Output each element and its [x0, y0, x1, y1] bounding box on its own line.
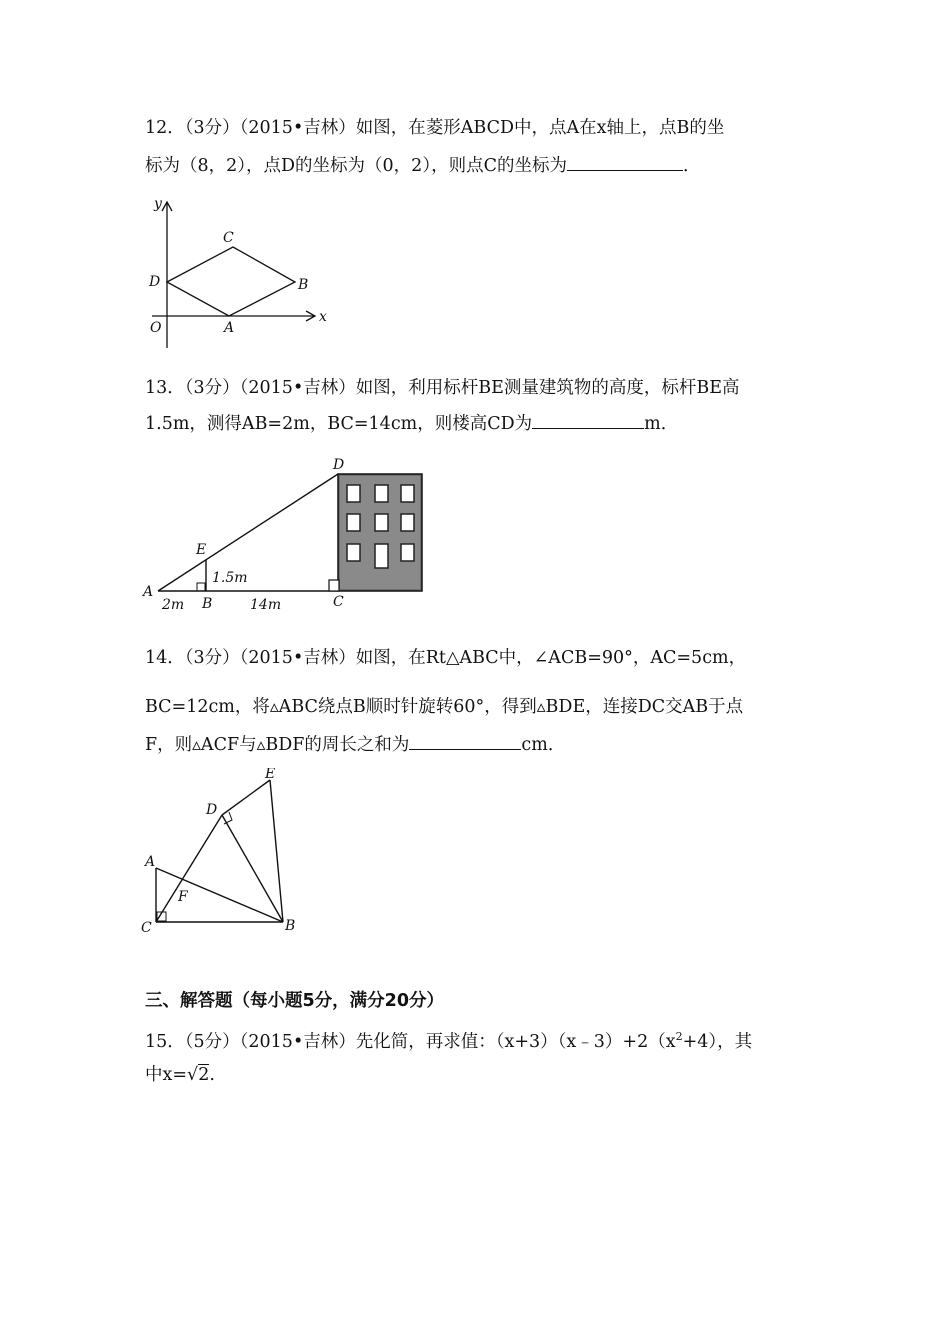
q15-text-b: +4），其 — [682, 1031, 753, 1052]
segment-de — [222, 780, 270, 815]
label-bc-length: 14m — [250, 597, 282, 613]
q13-line1: 13．（3分）（2015•吉林）如图，利用标杆BE测量建筑物的高度，标杆BE高 — [145, 378, 740, 398]
label-c: C — [223, 230, 234, 246]
label-b: B — [202, 596, 213, 612]
q12-line2 — [145, 154, 700, 178]
right-angle-d — [224, 812, 232, 824]
q14-line1: 14．（3分）（2015•吉林）如图，在Rt△ABC中，∠ACB=90°，AC=5cm， — [145, 648, 747, 668]
q15-text-c: 中x= — [145, 1065, 188, 1085]
window — [401, 485, 414, 502]
q14-end: cm． — [521, 735, 566, 755]
segment-eb — [270, 780, 283, 922]
window — [347, 485, 360, 502]
q12-text: 标为（8，2），点D的坐标为（0，2），则点C的坐标为 — [145, 156, 567, 176]
answer-blank — [567, 154, 683, 171]
sight-line — [158, 474, 338, 591]
sqrt-sign: √ — [187, 1065, 199, 1085]
label-d: D — [333, 457, 345, 473]
right-angle-b — [197, 583, 205, 591]
answer-blank — [532, 412, 644, 429]
window — [375, 514, 388, 531]
window — [375, 485, 388, 502]
label-ab-length: 2m — [162, 597, 185, 613]
q15-line1 — [145, 1025, 752, 1054]
label-x: x — [319, 309, 327, 325]
answer-blank — [409, 733, 521, 750]
label-be-length: 1.5m — [212, 570, 248, 586]
q15-exponent: 2 — [675, 1030, 683, 1043]
label-a: A — [145, 854, 156, 870]
building-windows — [347, 485, 414, 568]
q15-line2 — [145, 1063, 215, 1087]
label-d: D — [149, 274, 161, 290]
q13-text: 1.5m，测得AB=2m，BC=14cm，则楼高CD为 — [145, 414, 533, 434]
right-angle-c — [329, 580, 339, 591]
label-b: B — [285, 918, 296, 934]
window — [401, 514, 414, 531]
q13-end: m． — [644, 414, 679, 434]
q15-end: . — [209, 1065, 215, 1085]
segment-cd — [156, 815, 222, 922]
triangle-rotation-figure — [138, 768, 308, 940]
rhombus-figure — [140, 195, 340, 355]
label-e: E — [196, 542, 207, 558]
label-c: C — [141, 920, 152, 936]
label-y: y — [154, 196, 162, 212]
segment-bd — [222, 815, 283, 922]
q14-line3 — [145, 733, 565, 757]
label-o: O — [150, 320, 162, 336]
label-c: C — [333, 594, 344, 610]
segment-ab — [156, 868, 283, 922]
q12-end: ． — [682, 156, 701, 176]
window — [347, 544, 360, 561]
window — [347, 514, 360, 531]
building-figure — [140, 452, 440, 617]
q13-line2 — [145, 412, 678, 436]
label-d: D — [206, 802, 218, 818]
window — [375, 544, 388, 568]
label-a: A — [143, 584, 154, 600]
label-b: B — [298, 277, 309, 293]
q14-line2: BC=12cm，将▵ABC绕点B顺时针旋转60°，得到▵BDE，连接DC交AB于点 — [145, 697, 744, 717]
q14-text: F，则▵ACF与▵BDF的周长之和为 — [145, 735, 410, 755]
sqrt-argument: 2 — [198, 1065, 210, 1085]
rhombus-abcd — [167, 247, 295, 316]
label-a: A — [224, 320, 235, 336]
label-f: F — [178, 889, 188, 905]
section-heading: 三、解答题（每小题5分，满分20分） — [145, 991, 445, 1011]
q12-line1: 12．（3分）（2015•吉林）如图，在菱形ABCD中，点A在x轴上，点B的坐 — [145, 118, 725, 138]
window — [401, 544, 414, 561]
label-e: E — [265, 768, 276, 782]
q15-text-a: 15．（5分）（2015•吉林）先化简，再求值：（x+3）（x﹣3）+2（x — [145, 1031, 676, 1052]
